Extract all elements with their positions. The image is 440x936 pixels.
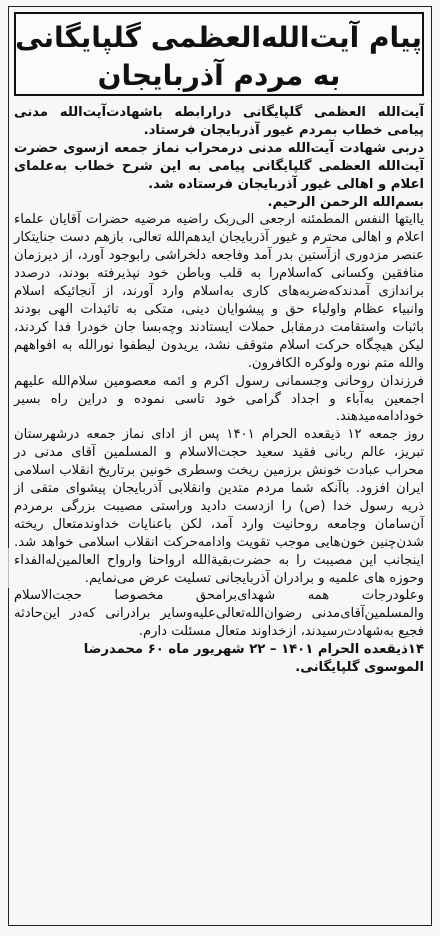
message-paragraph-1: یاایتها النفس المطمئنه ارجعی الی‌ربک راضیه مرضیه حضرات آقایان علماء اعلام و اهالی محترم و غیور آذربایجان ایدهم‌الله تعالی، بازهم دست جنایتکار عنصر مزدوری ازآستین بدر آمد وفاجعه دلخراشی رابوجود آورد، از دیرزمان منافقین وکسانی که‌اسلام‌را به قلب وباطن خود نپذیرفته بودند، درصدد براندازی آمدندکه‌ضربه‌های کاری به‌اسلام وارد آورند، از آنجائیکه اسلام وانبیاء عظام واولیاء حق و پیشوایان دینی، متکی به تائیدات الهی بودند باثبات واستقامت درمقابل حملات ایستادند وچه‌بسا جان خودرا فدا کردند، لیکن هیچگاه حرکت اسلام متوقف نشد، یریدون لیطفوا نورالله به افواههم والله متم نوره ولوکره الکافرون. [14, 212, 424, 371]
headline-line-1: پیام آیت‌الله‌العظمی گلپایگانی [15, 21, 422, 54]
headline-box [14, 12, 424, 96]
message-paragraph-4: وعلودرجات همه شهدای‌برامحق مخصوصا حجت‌الاسلام والمسلمین‌آقای‌مدنی رضوان‌الله‌تعالی‌علیه‌وسایر برادرانی که‌در این‌حادثه فجیع به‌شهادت‌رسیدند، ازخداوند متعال مسئلت دارم. [14, 588, 424, 640]
context-paragraph: دربی شهادت آیت‌الله مدنی درمحراب نماز جمعه ازسوی حضرت آیت‌الله العظمی گلپایگانی پیامی به این شرح خطاب به‌علمای اعلام و اهالی غیور آذربایجان فرستاده شد. [14, 140, 424, 192]
signature-line: الموسوی گلپایگانی. [295, 660, 424, 676]
bismillah-line: بسم‌الله الرحمن الرحیم. [267, 194, 424, 210]
article-body [14, 104, 424, 677]
lead-paragraph: آیت‌الله العظمی گلپایگانی درارابطه باشهادت‌آیت‌الله مدنی پیامی خطاب بمردم غیور آذربایجان فرستاد. [14, 105, 424, 138]
message-paragraph-2: فرزندان روحانی وجسمانی رسول اکرم و ائمه معصومین سلام‌الله علیهم اجمعین به‌آباء و اجداد گرامی خود تاسی نموده و دراین راه بسیر خودادامه‌میدهند. [14, 373, 424, 425]
message-paragraph-3: روز جمعه ۱۲ ذیقعده الحرام ۱۴۰۱ پس از ادای نماز جمعه درشهرستان تبریز، عالم ربانی فقید سعید حجت‌الاسلام و المسلمین آقای مدنی در محراب عبادت خونش برزمین ریخت وسطری خونین برتاریخ انقلاب اسلامی ایران افزود. باآنکه شما مردم متدین وانقلابی آذربایجان پیشوای متقی از ذریه رسول خدا (ص) را ازدست دادید وراستی مصیبت بزرگی برمردم آن‌سامان وجامعه روحانیت وارد آمد، لکن باعنایات خداوندمتعال ریخته شدن‌چنین خون‌هایی موجب تقویت وادامه‌حرکت انقلاب اسلامی خواهد شد. اینجانب این مصیبت را به حضرت‌بقیةالله ارواحنا وارواح العالمین‌له‌الفداء وحوزه های علمیه و برادران آذربایجانی تسلیت عرض می‌نمایم. [14, 427, 424, 586]
date-line: ۱۴ذیقعده الحرام ۱۴۰۱ – ۲۲ شهریور ماه ۶۰ محمدرضا [83, 642, 424, 658]
headline-line-2: به مردم آذربایجان [97, 59, 341, 92]
margin-mark [8, 548, 9, 588]
